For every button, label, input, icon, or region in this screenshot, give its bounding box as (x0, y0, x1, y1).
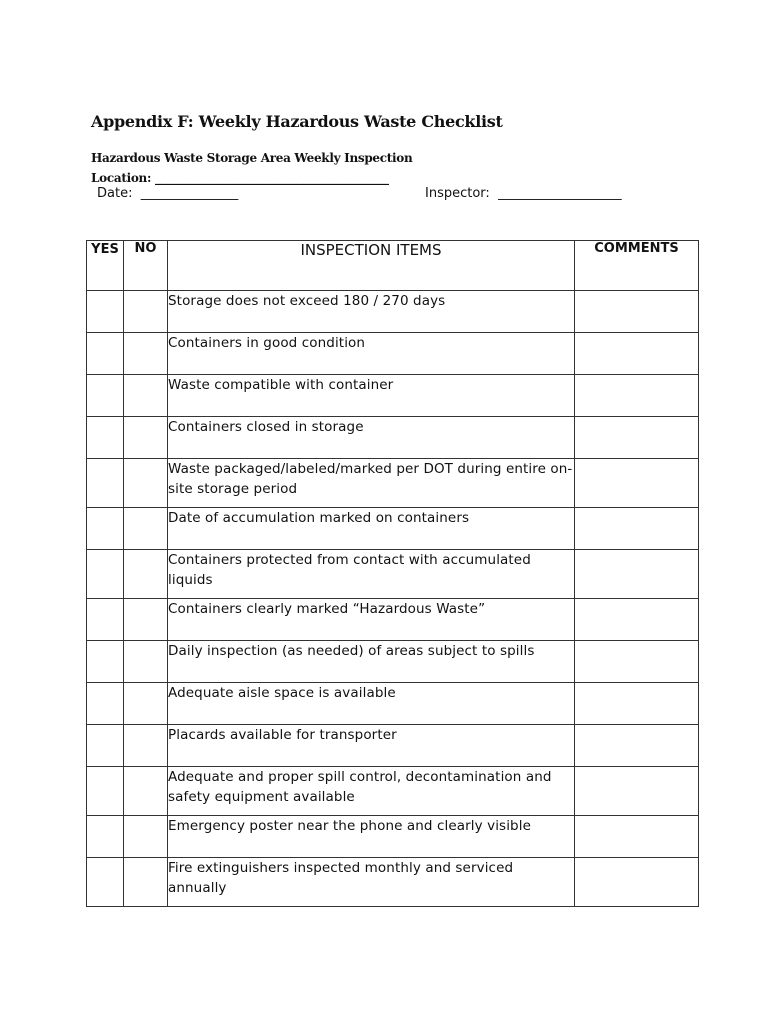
inspection-item: Emergency poster near the phone and clearly visible (168, 816, 575, 858)
yes-cell[interactable] (87, 508, 124, 550)
yes-cell[interactable] (87, 858, 124, 907)
yes-cell[interactable] (87, 459, 124, 508)
table-row (87, 641, 699, 683)
comments-cell[interactable] (575, 459, 699, 508)
table-row (87, 858, 699, 907)
date-field (97, 186, 238, 201)
yes-cell[interactable] (87, 599, 124, 641)
yes-cell[interactable] (87, 767, 124, 816)
comments-cell[interactable] (575, 641, 699, 683)
table-row (87, 725, 699, 767)
no-cell[interactable] (124, 641, 168, 683)
table-header-row (87, 241, 699, 291)
no-cell[interactable] (124, 767, 168, 816)
comments-cell[interactable] (575, 683, 699, 725)
table-row (87, 767, 699, 816)
page-title: Appendix F: Weekly Hazardous Waste Checklist (91, 112, 503, 131)
column-header-no: NO (124, 241, 168, 291)
comments-cell[interactable] (575, 291, 699, 333)
inspection-item: Waste packaged/labeled/marked per DOT during entire on-site storage period (168, 459, 575, 508)
location-field (91, 171, 389, 185)
yes-cell[interactable] (87, 641, 124, 683)
inspection-item: Containers in good condition (168, 333, 575, 375)
comments-cell[interactable] (575, 375, 699, 417)
comments-cell[interactable] (575, 508, 699, 550)
yes-cell[interactable] (87, 417, 124, 459)
no-cell[interactable] (124, 816, 168, 858)
table-row (87, 599, 699, 641)
yes-cell[interactable] (87, 375, 124, 417)
inspection-item: Placards available for transporter (168, 725, 575, 767)
no-cell[interactable] (124, 417, 168, 459)
inspector-blank[interactable]: ___________________ (498, 186, 622, 201)
comments-cell[interactable] (575, 417, 699, 459)
inspection-item: Containers closed in storage (168, 417, 575, 459)
table-row (87, 417, 699, 459)
yes-cell[interactable] (87, 550, 124, 599)
table-row (87, 291, 699, 333)
inspection-item: Adequate aisle space is available (168, 683, 575, 725)
yes-cell[interactable] (87, 333, 124, 375)
table-row (87, 683, 699, 725)
table-row (87, 550, 699, 599)
table-row (87, 508, 699, 550)
no-cell[interactable] (124, 858, 168, 907)
no-cell[interactable] (124, 683, 168, 725)
no-cell[interactable] (124, 550, 168, 599)
comments-cell[interactable] (575, 858, 699, 907)
column-header-items: INSPECTION ITEMS (168, 241, 575, 291)
inspector-label: Inspector: (425, 186, 490, 201)
yes-cell[interactable] (87, 725, 124, 767)
no-cell[interactable] (124, 508, 168, 550)
no-cell[interactable] (124, 291, 168, 333)
date-label: Date: (97, 186, 133, 201)
no-cell[interactable] (124, 725, 168, 767)
table-row (87, 816, 699, 858)
page-subtitle: Hazardous Waste Storage Area Weekly Inspection (91, 151, 413, 165)
table-row (87, 375, 699, 417)
comments-cell[interactable] (575, 767, 699, 816)
no-cell[interactable] (124, 333, 168, 375)
yes-cell[interactable] (87, 816, 124, 858)
no-cell[interactable] (124, 459, 168, 508)
inspection-item: Waste compatible with container (168, 375, 575, 417)
yes-cell[interactable] (87, 291, 124, 333)
no-cell[interactable] (124, 375, 168, 417)
comments-cell[interactable] (575, 725, 699, 767)
inspection-table (86, 240, 699, 907)
inspector-field (425, 186, 622, 201)
comments-cell[interactable] (575, 599, 699, 641)
inspection-item: Fire extinguishers inspected monthly and serviced annually (168, 858, 575, 907)
table-row (87, 333, 699, 375)
location-blank[interactable]: _________________________________________ (154, 171, 389, 185)
inspection-item: Date of accumulation marked on containers (168, 508, 575, 550)
comments-cell[interactable] (575, 550, 699, 599)
column-header-comments: COMMENTS (575, 241, 699, 291)
comments-cell[interactable] (575, 816, 699, 858)
yes-cell[interactable] (87, 683, 124, 725)
comments-cell[interactable] (575, 333, 699, 375)
inspection-item: Containers clearly marked “Hazardous Waste” (168, 599, 575, 641)
inspection-item: Storage does not exceed 180 / 270 days (168, 291, 575, 333)
column-header-yes: YES (87, 241, 124, 291)
location-label: Location: (91, 171, 152, 185)
inspection-item: Containers protected from contact with accumulated liquids (168, 550, 575, 599)
table-row (87, 459, 699, 508)
date-blank[interactable]: _______________ (140, 186, 239, 201)
no-cell[interactable] (124, 599, 168, 641)
inspection-item: Adequate and proper spill control, decontamination and safety equipment available (168, 767, 575, 816)
inspection-item: Daily inspection (as needed) of areas subject to spills (168, 641, 575, 683)
